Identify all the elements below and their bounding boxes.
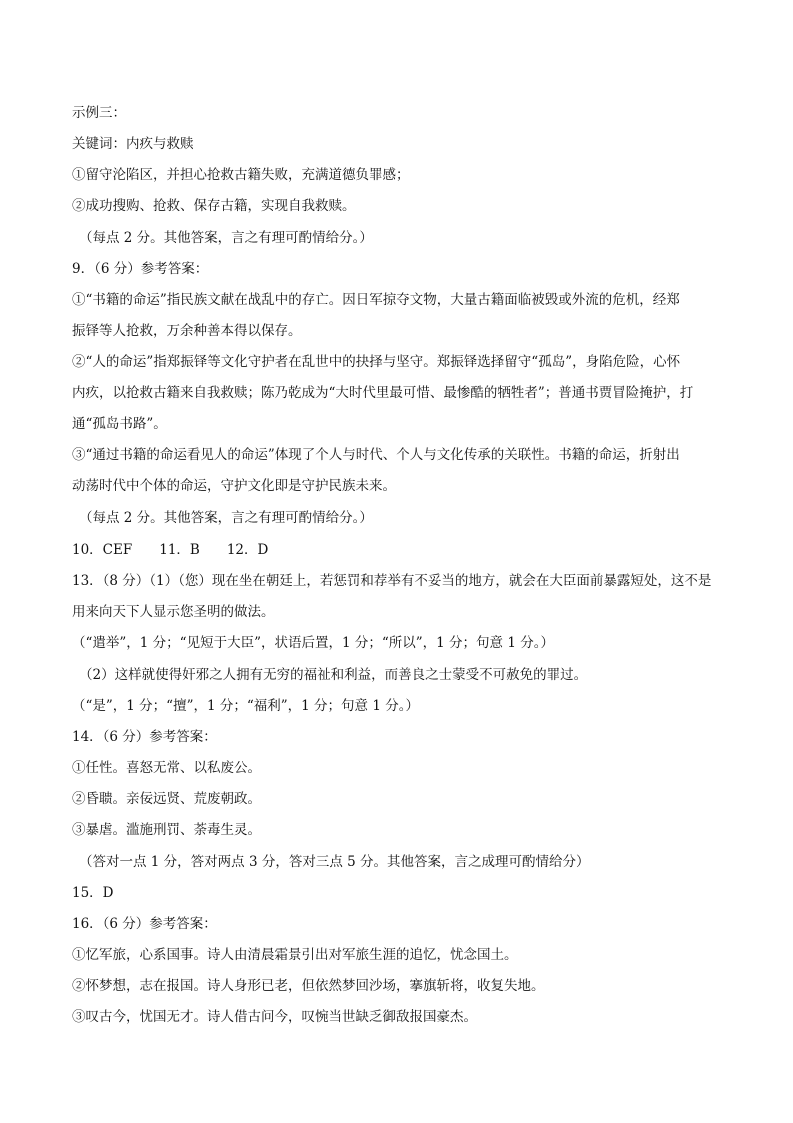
answer-point: ①留守沦陷区，并担心抢救古籍失败，充满道德负罪感；	[72, 167, 410, 183]
question-answer-15: 15．D	[72, 885, 114, 901]
answer-point: （2）这样就使得奸邪之人拥有无穷的福祉和利益，而善良之士蒙受不可赦免的罪过。	[79, 667, 588, 683]
answer-point-continued: 动荡时代中个体的命运，守护文化即是守护民族未来。	[72, 478, 396, 494]
scoring-note: （“是”，1 分；“擅”，1 分；“福利”，1 分；句意 1 分。）	[72, 698, 419, 714]
multiple-choice-answers: 10．CEF 11．B 12．D	[72, 542, 269, 558]
answer-point: ②昏聩。亲佞远贤、荒废朝政。	[72, 791, 261, 807]
question-heading-16: 16．（6 分）参考答案：	[72, 916, 217, 932]
answer-point: ①任性。喜怒无常、以私废公。	[72, 760, 261, 776]
answer-point-continued: 内疚，以抢救古籍来自我救赎；陈乃乾成为“大时代里最可惜、最惨酷的牺牲者”；普通书贾冒险掩护，打	[72, 385, 694, 401]
answer-point: ①“书籍的命运”指民族文献在战乱中的存亡。因日军掠夺文物，大量古籍面临被毁或外流的危机，经郑	[72, 292, 680, 308]
scoring-note: （每点 2 分。其他答案，言之有理可酌情给分。）	[79, 230, 373, 246]
keyword-line: 关键词：内疚与救赎	[72, 136, 194, 152]
scoring-note: （每点 2 分。其他答案，言之有理可酌情给分。）	[79, 510, 373, 526]
answer-point: ②“人的命运”指郑振铎等文化守护者在乱世中的抉择与坚守。郑振铎选择留守“孤岛”，身陷危险，心怀	[72, 354, 681, 370]
scoring-note: （答对一点 1 分，答对两点 3 分，答对三点 5 分。其他答案，言之成理可酌情给分）	[79, 854, 590, 870]
question-heading-13: 13．（8 分）（1）（您）现在坐在朝廷上，若惩罚和荐举有不妥当的地方，就会在大臣面前暴露短处，这不是	[72, 573, 712, 589]
answer-point: ②成功搜购、抢救、保存古籍，实现自我救赎。	[72, 198, 356, 214]
question-heading-9: 9．（6 分）参考答案：	[72, 261, 209, 277]
example-heading: 示例三：	[72, 105, 126, 121]
answer-point: ③暴虐。滥施刑罚、荼毒生灵。	[72, 822, 261, 838]
answer-point: ①忆军旅，心系国事。诗人由清晨霜景引出对军旅生涯的追忆，忧念国土。	[72, 947, 518, 963]
answer-point-continued: 通“孤岛书路”。	[72, 416, 167, 432]
answer-point: ③叹古今，忧国无才。诗人借古问今，叹惋当世缺乏御敌报国豪杰。	[72, 1009, 477, 1025]
answer-point-continued: 用来向天下人显示您圣明的做法。	[72, 604, 275, 620]
answer-point-continued: 振铎等人抢救，万余种善本得以保存。	[72, 323, 302, 339]
question-heading-14: 14．（6 分）参考答案：	[72, 729, 217, 745]
scoring-note: （“遣举”，1 分；“见短于大臣”，状语后置，1 分；“所以”，1 分；句意 1 分。）	[72, 635, 554, 651]
answer-point: ②怀梦想，志在报国。诗人身形已老，但依然梦回沙场，搴旗斩将，收复失地。	[72, 978, 545, 994]
answer-point: ③“通过书籍的命运看见人的命运”体现了个人与时代、个人与文化传承的关联性。书籍的命运，折射出	[72, 447, 680, 463]
